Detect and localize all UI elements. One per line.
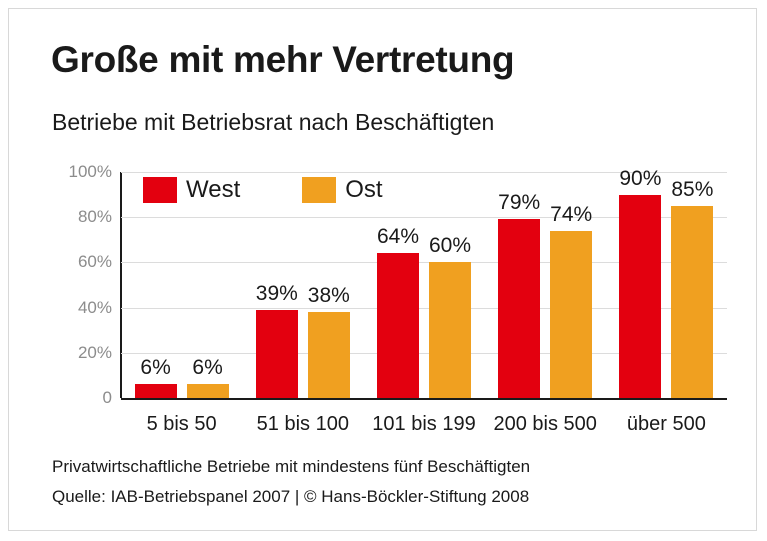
- footnote-line-1: Privatwirtschaftliche Betriebe mit mindestens fünf Beschäftigten: [52, 457, 531, 476]
- y-axis-tick-label: 80%: [77, 207, 112, 227]
- x-axis-category-label: 51 bis 100: [256, 413, 349, 435]
- x-axis-category-label: über 500: [626, 413, 706, 435]
- bar-west: [619, 195, 661, 398]
- legend-swatch-ost-icon: [302, 177, 336, 203]
- bar-value-label: 90%: [619, 166, 662, 190]
- chart-legend: [143, 176, 383, 204]
- bar-ost: [550, 231, 592, 398]
- bar-west: [498, 219, 540, 398]
- bar-ost: [187, 384, 229, 398]
- footnote-line-2: Quelle: IAB-Betriebspanel 2007 | © Hans-Böckler-Stiftung 2008: [52, 487, 530, 506]
- legend-item-west: [143, 176, 240, 204]
- chart-subtitle: Betriebe mit Betriebsrat nach Beschäftigten: [52, 109, 495, 135]
- y-axis-tick-label: 60%: [77, 252, 112, 272]
- bar-west: [135, 384, 177, 398]
- y-axis-tick-label: 40%: [77, 297, 112, 317]
- bar-value-label: 85%: [671, 177, 714, 201]
- bar-ost: [429, 262, 471, 398]
- legend-label-ost: Ost: [345, 176, 383, 203]
- x-axis-category-label: 101 bis 199: [372, 413, 476, 435]
- bar-value-label: 74%: [550, 202, 593, 226]
- bar-ost: [671, 206, 713, 398]
- x-axis: [121, 398, 727, 400]
- bar-value-label: 64%: [376, 225, 420, 249]
- bar-value-label: 79%: [498, 191, 541, 215]
- plot-area: [68, 162, 727, 435]
- bar-west: [256, 310, 298, 398]
- bar-value-label: 38%: [307, 284, 350, 308]
- legend-label-west: West: [186, 176, 241, 203]
- page-title: Große mit mehr Vertretung: [51, 39, 515, 80]
- bar-value-label: 6%: [140, 356, 171, 380]
- bar-value-label: 60%: [428, 234, 472, 258]
- y-axis-tick-label: 100%: [68, 162, 112, 181]
- bar-value-label: 39%: [255, 281, 298, 305]
- legend-item-ost: [302, 176, 382, 204]
- x-axis-category-label: 5 bis 50: [146, 413, 217, 435]
- legend-swatch-west-icon: [143, 177, 177, 203]
- chart-inner: [9, 9, 756, 530]
- y-axis: [120, 172, 122, 398]
- bar-west: [377, 253, 419, 398]
- y-axis-tick-label: 20%: [77, 342, 112, 362]
- bar-value-label: 6%: [192, 356, 223, 380]
- chart-card: [8, 8, 757, 531]
- x-axis-category-label: 200 bis 500: [493, 413, 597, 435]
- y-axis-tick-label: 0: [102, 388, 112, 407]
- bar-ost: [308, 312, 350, 398]
